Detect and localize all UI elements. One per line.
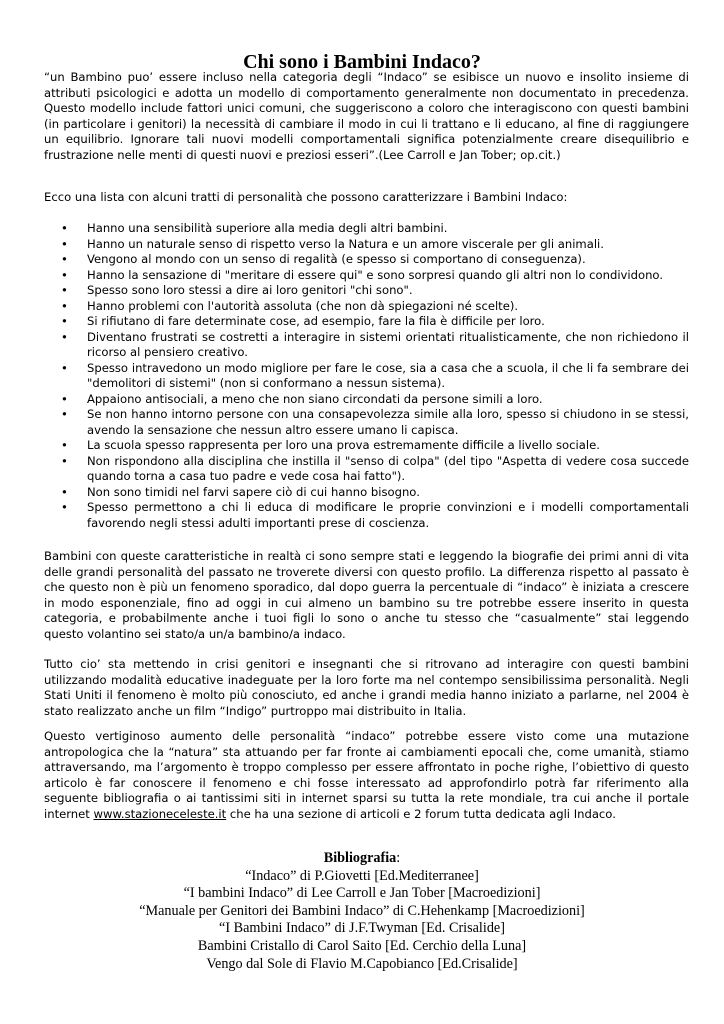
closing-paragraph	[44, 729, 689, 823]
list-item: • Hanno un naturale senso di rispetto verso la Natura e un amore viscerale per gli animali.	[44, 237, 689, 253]
list-item: • Spesso intravedono un modo migliore per fare le cose, sia a casa che a scuola, il che li fa sembrare dei "demolitori di sistemi" (non si conformano a nessun sistema).	[44, 361, 689, 392]
list-item: • Se non hanno intorno persone con una consapevolezza simile alla loro, spesso si chiudono in se stessi, avendo la sensazione che nessun altro essere umano li capisca.	[44, 407, 689, 438]
bibliography-entry: “I bambini Indaco” di Lee Carroll e Jan Tober [Macroedizioni]	[183, 885, 541, 902]
list-item: • Hanno problemi con l'autorità assoluta (che non dà spiegazioni né scelte).	[44, 299, 689, 315]
list-intro-block	[44, 190, 689, 206]
list-item: • Si rifiutano di fare determinate cose, ad esempio, fare la fila è difficile per loro.	[44, 314, 689, 330]
bibliography-heading: Bibliografia	[323, 850, 397, 866]
list-item: • La scuola spesso rappresenta per loro una prova estremamente difficile a livello sociale.	[44, 438, 689, 454]
closing-paragraph-block	[44, 729, 689, 823]
history-paragraph: Bambini con queste caratteristiche in realtà ci sono sempre stati e leggendo la biografie dei primi anni di vita delle grandi personalità del passato ne troverete diversi con questo profilo. La differenza rispetto al passato è che questo non è più un fenomeno sporadico, dal dopo guerra la percentuale di “indaco” è iniziata a crescere in modo esponenziale, fino ad oggi in cui almeno un bambino su tre potrebbe essere inserito in questa categoria, e probabilmente anche i tuoi figli lo sono o anche tu stesso che “casualmente” stai leggendo questo volantino sei stato/a un/a bambino/a indaco.	[44, 549, 689, 641]
bibliography-heading-colon: :	[396, 850, 401, 866]
history-paragraph-block	[44, 549, 689, 643]
intro-quote-block	[44, 70, 689, 164]
closing-text-after-link: che ha una sezione di articoli e 2 forum tutta dedicata agli Indaco.	[226, 806, 616, 821]
crisis-paragraph: Tutto cio’ sta mettendo in crisi genitori e insegnanti che si ritrovano ad interagire con questi bambini utilizzando modalità educative inadeguate per la loro forte ma nel contempo sensibilissima personalità. Negli Stati Uniti il fenomeno è molto più conosciuto, ed anche i grandi media hanno iniziato a parlarne, nel 2004 è stato realizzato anche un film “Indigo” purtroppo mai distribuito in Italia.	[44, 657, 689, 718]
list-item: • Vengono al mondo con un senso di regalità (e spesso si comportano di conseguenza).	[44, 252, 689, 268]
bibliography-entry: “I Bambini Indaco” di J.F.Twyman [Ed. Crisalide]	[219, 920, 505, 937]
intro-quote: “un Bambino puo’ essere incluso nella categoria degli “Indaco” se esibisce un nuovo e insolito insieme di attributi psicologici e adotta un modello di comportamento generalmente non documentato in precedenza. Questo modello include fattori unici comuni, che suggeriscono a coloro che interagiscono con questi bambini (in particolare i genitori) la necessità di cambiare il modo in cui li trattano e li educano, al fine di raggiungere un equilibrio. Ignorare tali nuovi modelli comportamentali significa potenzialmente creare disequilibrio e frustrazione nelle menti di questi nuovi e preziosi esseri”.(Lee Carroll e Jan Tober; op.cit.)	[44, 70, 689, 162]
list-item: • Hanno la sensazione di "meritare di essere qui" e sono sorpresi quando gli altri non lo condividono.	[44, 268, 689, 284]
list-item: • Non sono timidi nel farvi sapere ciò di cui hanno bisogno.	[44, 485, 689, 501]
bibliography-entry: Bambini Cristallo di Carol Saito [Ed. Cerchio della Luna]	[197, 937, 527, 954]
list-item: • Hanno una sensibilità superiore alla media degli altri bambini.	[44, 221, 689, 237]
stazioneceleste-link[interactable]: www.stazioneceleste.it	[93, 806, 227, 821]
bibliography	[0, 850, 724, 973]
list-item: • Appaiono antisociali, a meno che non siano circondati da persone simili a loro.	[44, 392, 689, 408]
traits-list	[44, 221, 689, 531]
list-item: • Spesso sono loro stessi a dire ai loro genitori "chi sono".	[44, 283, 689, 299]
list-item: • Diventano frustrati se costretti a interagire in sistemi orientati ritualisticamente, che non richiedono il ricorso al pensiero creativo.	[44, 330, 689, 361]
bibliography-entry: Vengo dal Sole di Flavio M.Capobianco [Ed.Crisalide]	[206, 955, 518, 972]
list-intro: Ecco una lista con alcuni tratti di personalità che possono caratterizzare i Bambini Indaco:	[44, 190, 568, 204]
list-item: • Non rispondono alla disciplina che instilla il "senso di colpa" (del tipo "Aspetta di vedere cosa succede quando torna a casa tuo padre e vede cosa hai fatto").	[44, 454, 689, 485]
closing-text-before-link: Questo vertiginoso aumento delle personalità “indaco” potrebbe essere visto come una mutazione antropologica che la “natura” sta attuando per far fronte ai cambiamenti epocali che, come umanità, stiamo attraversando, ma l’argomento è troppo complesso per essere affrontato in poche righe, l’obiettivo di questo articolo è far conoscere il fenomeno e chi fosse interessato ad approfondirlo potrà far riferimento alla seguente bibliografia o ai tantissimi siti in internet sparsi su tutta la rete mondiale, tra cui anche il portale internet	[44, 729, 689, 821]
bibliography-entry: “Indaco” di P.Giovetti [Ed.Mediterranee]	[245, 867, 479, 884]
crisis-paragraph-block	[44, 657, 689, 719]
list-item: • Spesso permettono a chi li educa di modificare le proprie convinzioni e i modelli comportamentali favorendo negli stessi adulti importanti prese di coscienza.	[44, 500, 689, 531]
bibliography-entry: “Manuale per Genitori dei Bambini Indaco” di C.Hehenkamp [Macroedizioni]	[139, 902, 585, 919]
page-title: Chi sono i Bambini Indaco?	[243, 51, 481, 73]
bibliography-heading-line	[0, 850, 724, 868]
